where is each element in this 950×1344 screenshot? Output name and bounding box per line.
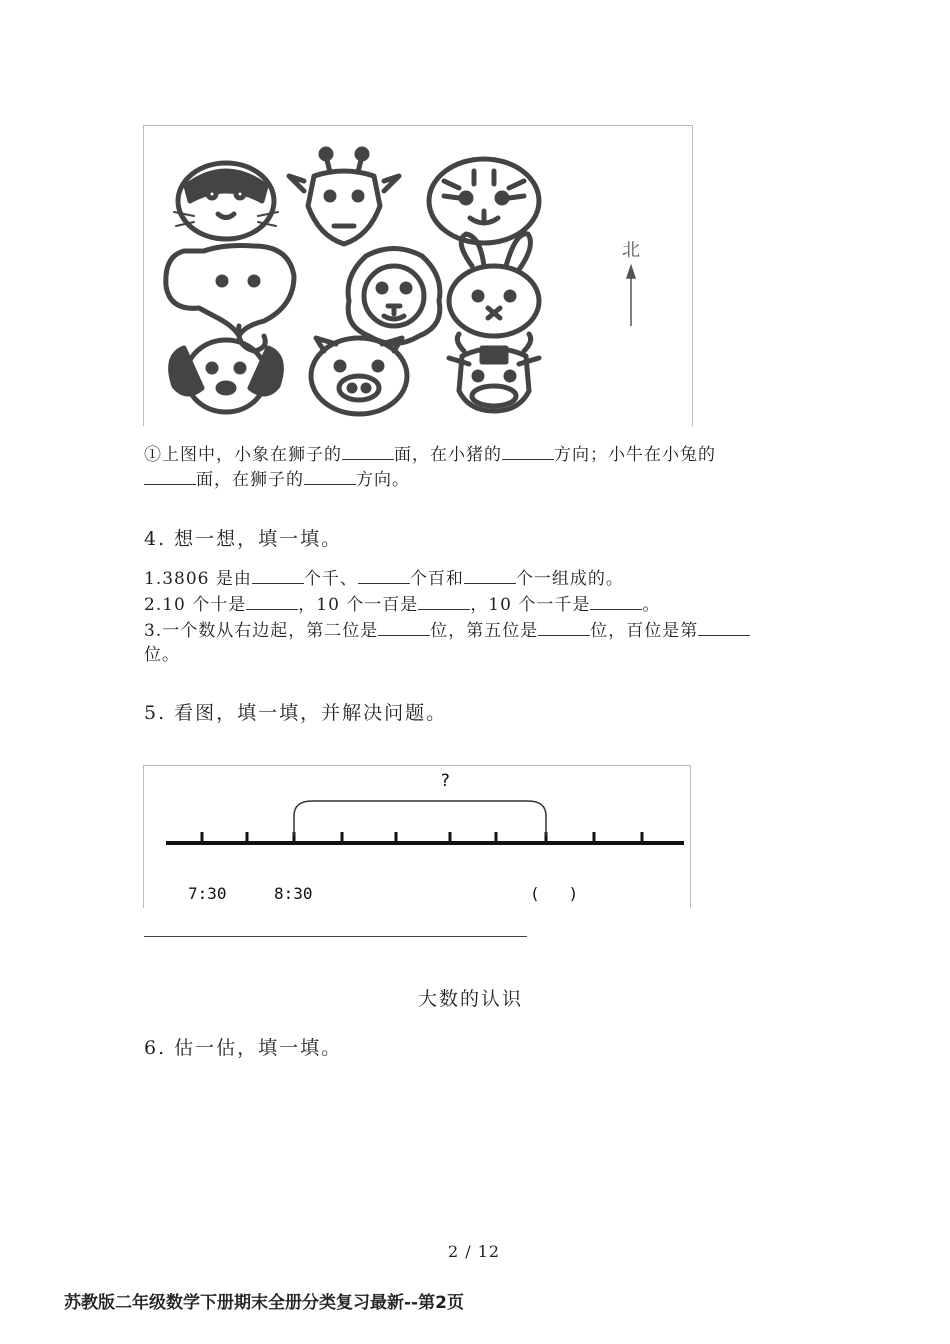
answer-blank[interactable]	[378, 621, 430, 636]
q3-sub-line2	[144, 465, 410, 490]
q4-line2	[144, 590, 660, 615]
time-label-blank: ( )	[530, 884, 579, 903]
footer-title: 苏教版二年级数学下册期末全册分类复习最新--第2页	[64, 1293, 464, 1313]
giraffe-icon	[289, 149, 399, 244]
time-label-730: 7:30	[188, 884, 227, 903]
q4-l2-a: 2.10 个十是	[144, 595, 247, 615]
q4-line3	[144, 616, 750, 641]
q4-l2-d: 。	[642, 595, 661, 615]
q3-text-a: ①上图中，小象在狮子的	[144, 445, 342, 465]
q3-text-c: 方向；小牛在小兔的	[554, 445, 716, 465]
answer-blank[interactable]	[304, 470, 356, 485]
raccoon-icon	[174, 163, 278, 239]
q6-heading: 6. 估一估，填一填。	[144, 1037, 343, 1059]
time-label-830: 8:30	[274, 884, 313, 903]
duration-bracket	[294, 801, 546, 836]
timeline-diagram	[144, 766, 690, 908]
q5-heading: 5. 看图，填一填，并解决问题。	[144, 702, 448, 724]
answer-blank[interactable]	[418, 595, 470, 610]
rabbit-icon	[449, 234, 539, 336]
q4-l3-b: 位，第五位是	[430, 621, 539, 641]
q4-l2-c: ，10 个一千是	[470, 595, 591, 615]
q4-l1-c: 个百和	[409, 569, 464, 589]
q4-l3-c: 位，百位是第	[590, 621, 699, 641]
q3-text-b: 面，在小猪的	[394, 445, 502, 465]
answer-blank[interactable]	[590, 595, 642, 610]
answer-blank[interactable]	[246, 595, 298, 610]
answer-blank[interactable]	[698, 621, 750, 636]
tiger-icon	[429, 159, 539, 243]
dog-icon	[171, 340, 282, 412]
q4-heading: 4. 想一想，填一填。	[144, 528, 343, 550]
answer-blank[interactable]	[464, 569, 516, 584]
answer-blank[interactable]	[144, 470, 196, 485]
q3-text-e: 方向。	[356, 470, 410, 490]
answer-blank[interactable]	[342, 445, 394, 460]
lion-icon	[348, 249, 440, 344]
answer-blank[interactable]	[538, 621, 590, 636]
answer-line[interactable]	[144, 936, 527, 937]
q4-l1-a: 1.3806 是由	[144, 569, 252, 589]
question-mark: ?	[440, 771, 451, 791]
q4-line1	[144, 564, 624, 589]
q4-l1-d: 个一组成的。	[515, 569, 624, 589]
animals-figure	[143, 125, 693, 426]
elephant-icon	[166, 246, 294, 351]
pig-icon	[311, 338, 407, 414]
timeline-figure	[143, 765, 691, 908]
q3-sub-line1	[144, 440, 716, 465]
section-title: 大数的认识	[418, 988, 524, 1010]
q4-line3-cont: 位。	[144, 645, 180, 665]
q3-text-d: 面，在狮子的	[196, 470, 304, 490]
answer-blank[interactable]	[358, 569, 410, 584]
page-number: 2 / 12	[448, 1242, 501, 1261]
cow-icon	[449, 334, 539, 411]
answer-blank[interactable]	[502, 445, 554, 460]
answer-blank[interactable]	[252, 569, 304, 584]
north-label: 北	[622, 240, 640, 261]
q4-l2-b: ，10 个一百是	[298, 595, 419, 615]
north-arrow-icon	[627, 266, 635, 326]
animals-illustration	[144, 126, 692, 426]
q4-l1-b: 个千、	[303, 569, 358, 589]
q4-l3-a: 3.一个数从右边起，第二位是	[144, 621, 379, 641]
